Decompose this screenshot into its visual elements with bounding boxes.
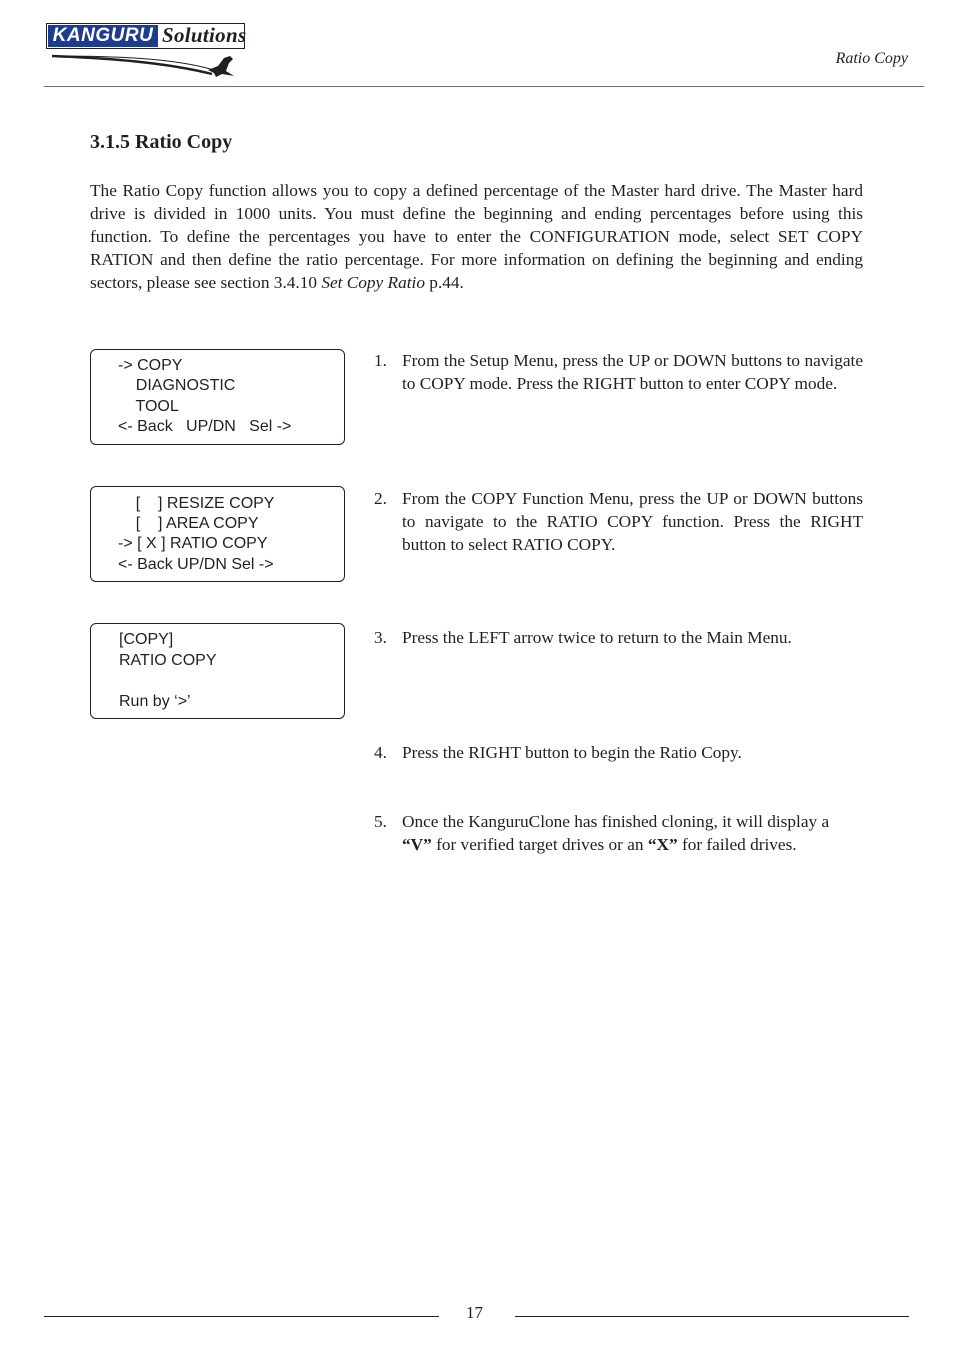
lcd-line: <- Back UP/DN Sel ->	[118, 418, 292, 435]
page-number: 17	[466, 1303, 483, 1322]
lcd-screen-ratio-copy	[90, 623, 345, 719]
step-item	[374, 487, 863, 556]
step-text: From the COPY Function Menu, press the UP or DOWN buttons to navigate to the RATIO COPY function. Press the RIGHT button to select RATIO COPY.	[402, 489, 863, 554]
step-text: Press the RIGHT button to begin the Ratio Copy.	[402, 743, 742, 762]
step-item	[374, 741, 863, 764]
footer-divider-left	[44, 1316, 439, 1317]
logo-script-text: Solutions	[162, 23, 247, 47]
step-number: 1.	[374, 351, 387, 370]
lcd-line: -> COPY	[118, 357, 183, 374]
step-number: 2.	[374, 489, 387, 508]
kanguru-logo	[44, 20, 248, 78]
step-text-part: for failed drives.	[677, 835, 797, 854]
lcd-line: -> [ X ] RATIO COPY	[118, 535, 268, 552]
step-text: Press the LEFT arrow twice to return to the Main Menu.	[402, 628, 792, 647]
header-title: Ratio Copy	[835, 50, 908, 67]
intro-page-ref: p.44.	[424, 273, 464, 292]
lcd-line: TOOL	[118, 398, 179, 415]
section-heading: 3.1.5 Ratio Copy	[90, 131, 233, 153]
lcd-line: [ ] AREA COPY	[118, 515, 259, 532]
step-number: 5.	[374, 812, 387, 831]
intro-reference: Set Copy Ratio	[321, 273, 425, 292]
step-text-part: for verified target drives or an	[431, 835, 648, 854]
step-number: 3.	[374, 628, 387, 647]
step-text	[402, 810, 863, 856]
lcd-line: Run by ‘>’	[119, 693, 191, 710]
step-item	[374, 626, 863, 649]
kangaroo-swoosh-icon	[44, 44, 248, 78]
step-number: 4.	[374, 743, 387, 762]
lcd-line: DIAGNOSTIC	[118, 377, 236, 394]
footer-divider-right	[515, 1316, 909, 1317]
lcd-line: [ ] RESIZE COPY	[118, 495, 275, 512]
intro-paragraph	[90, 179, 863, 294]
failed-symbol: “X”	[647, 835, 678, 854]
lcd-line: RATIO COPY	[119, 652, 217, 669]
lcd-line: [COPY]	[119, 631, 174, 648]
step-text: From the Setup Menu, press the UP or DOWN buttons to navigate to COPY mode. Press the RIGHT button to enter COPY mode.	[402, 351, 863, 393]
step-item	[374, 349, 863, 395]
lcd-screen-copy-function-menu	[90, 486, 345, 582]
lcd-line: <- Back UP/DN Sel ->	[118, 556, 274, 573]
intro-text: The Ratio Copy function allows you to copy a defined percentage of the Master hard drive. The Master hard drive is divided in 1000 units. You must define the beginning and ending percentages before using this function. To define the percentages you have to enter the CONFIGURATION mode, select SET COPY RATION and then define the ratio percentage. For more information on defining the beginning and ending sectors, please see section 3.4.10	[90, 181, 863, 292]
lcd-screen-setup-menu	[90, 349, 345, 445]
verified-symbol: “V”	[402, 835, 432, 854]
step-item	[374, 810, 863, 856]
logo-brand-text: KANGURU	[48, 25, 158, 47]
step-text-part: Once the KanguruClone has finished cloning, it will display a	[402, 812, 830, 831]
header-divider	[44, 86, 924, 87]
